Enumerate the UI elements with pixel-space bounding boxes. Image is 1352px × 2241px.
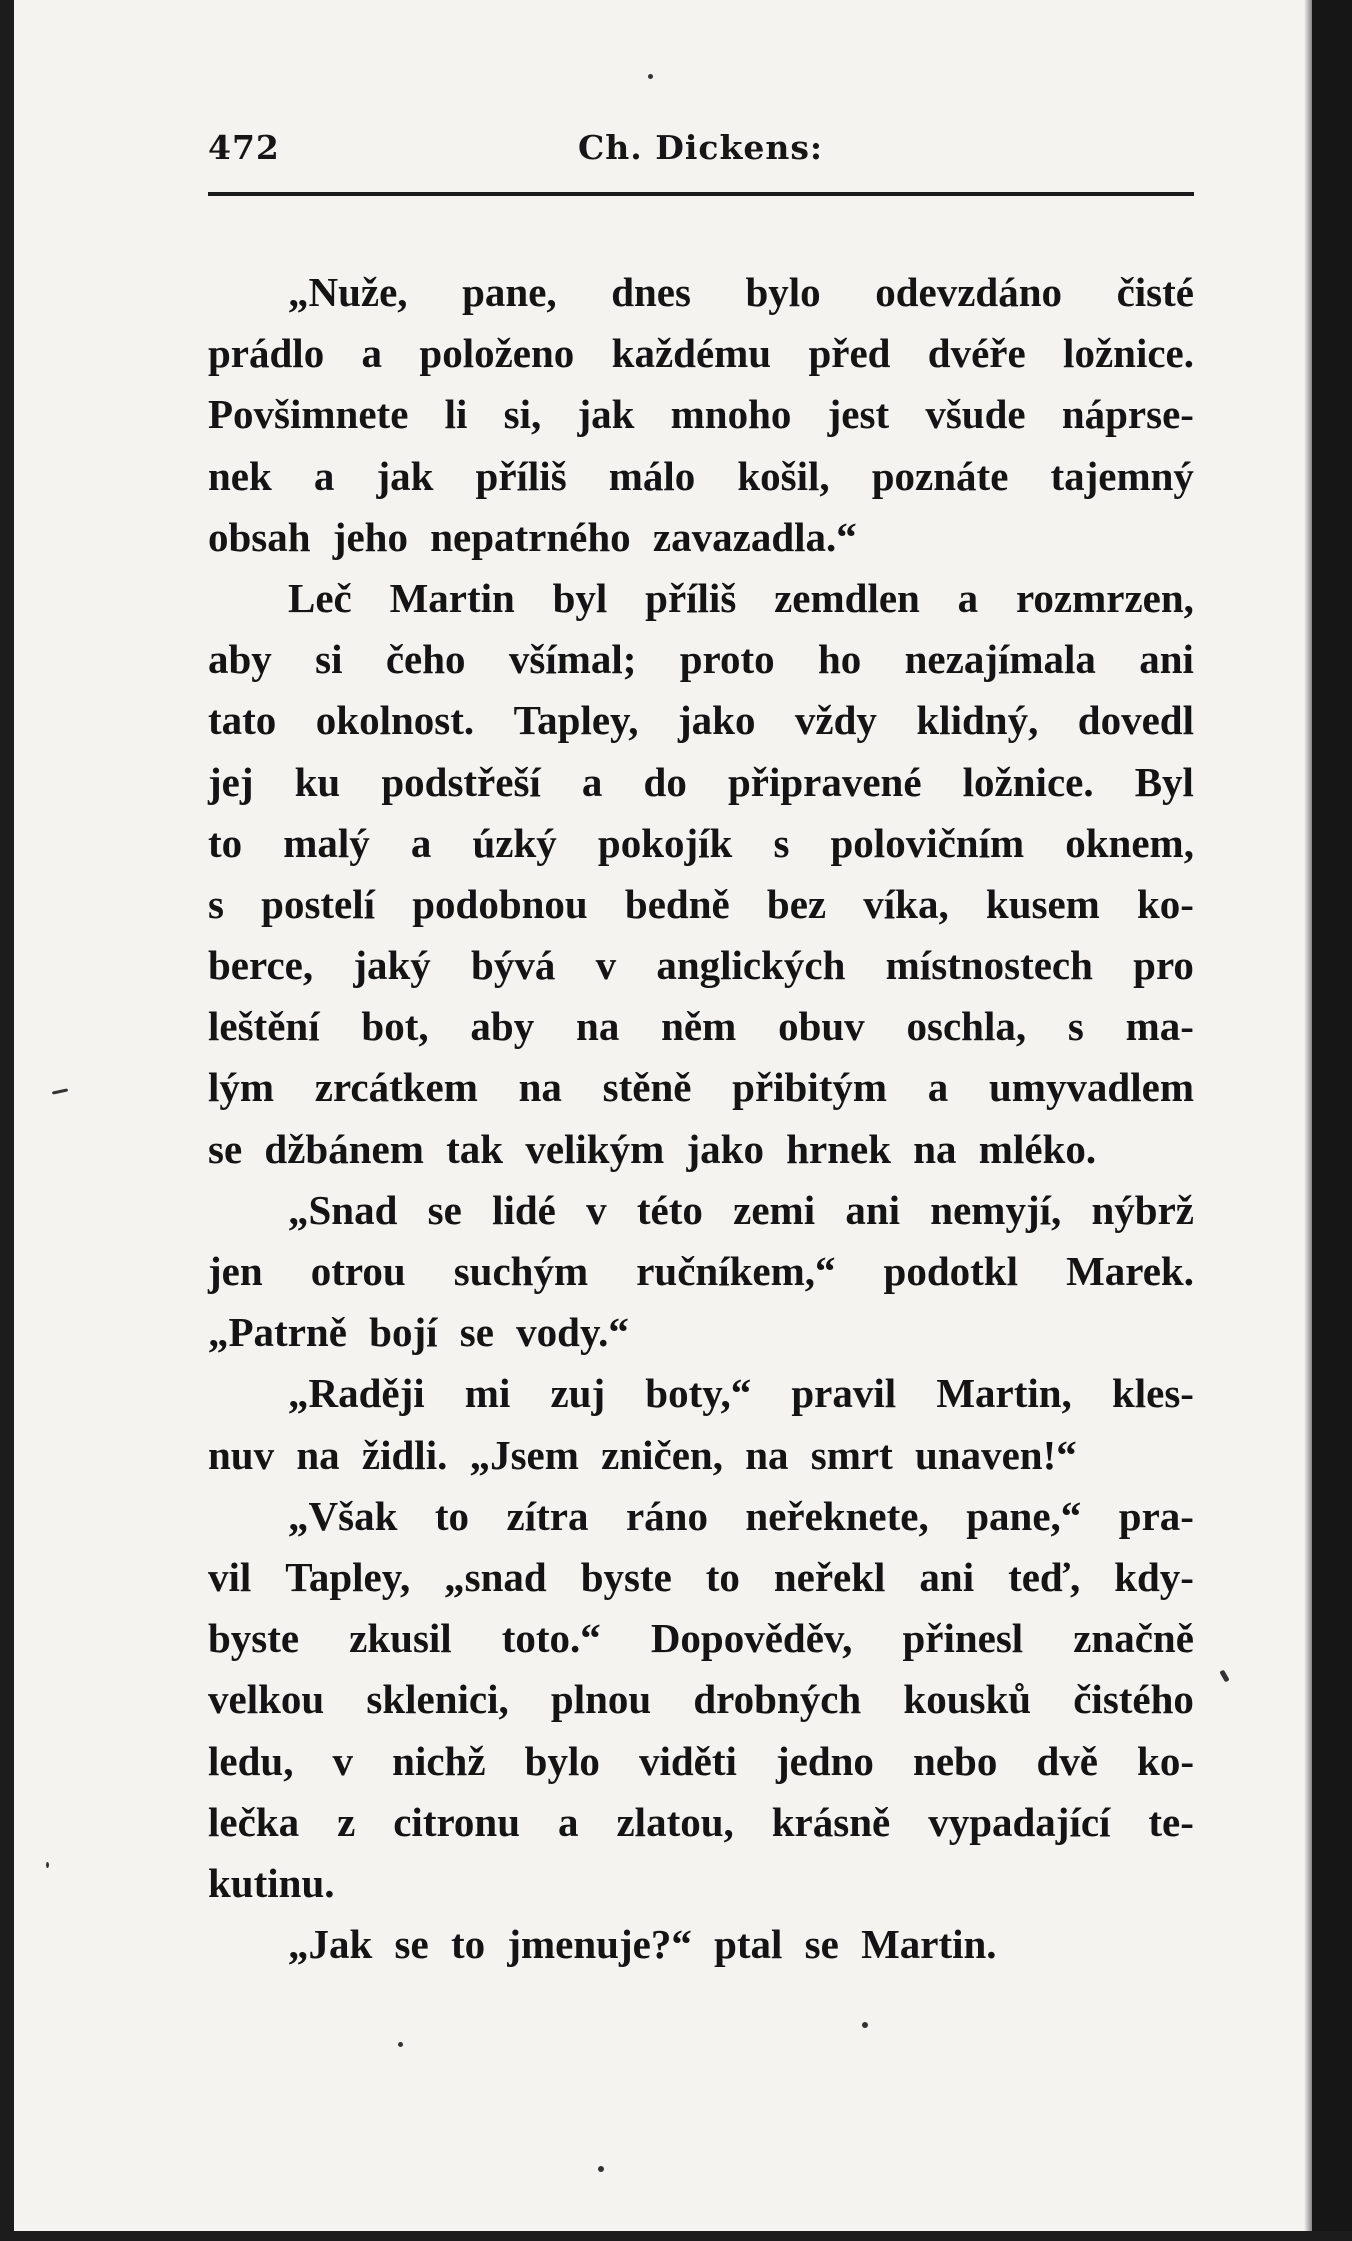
scan-speck [862, 2022, 868, 2028]
scan-speck [398, 2042, 403, 2047]
text-line: lečka z citronu a zlatou, krásně vypadající te- [208, 1798, 1194, 1845]
text-line: ledu, v nichž bylo viděti jedno nebo dvě ko- [208, 1737, 1194, 1784]
scan-edge-bottom [0, 2231, 1352, 2241]
text-line: leštění bot, aby na něm obuv oschla, s ma- [208, 1003, 1194, 1050]
scan-speck [1219, 1670, 1229, 1683]
text-line: prádlo a položeno každému před dvéře ložnice. [208, 330, 1194, 377]
text-line: „Patrně bojí se vody.“ [208, 1309, 629, 1356]
text-line: jen otrou suchým ručníkem,“ podotkl Marek. [208, 1248, 1194, 1294]
text-line: nek a jak příliš málo košil, poznáte tajemný [208, 452, 1194, 499]
scan-edge-right [1312, 0, 1352, 2241]
text-line: lým zrcátkem na stěně přibitým a umyvadlem [208, 1064, 1194, 1111]
body-text [208, 262, 1194, 1975]
text-line: byste zkusil toto.“ Dopověděv, přinesl značně [208, 1615, 1194, 1662]
text-line: berce, jaký bývá v anglických místnostech pro [208, 942, 1194, 989]
text-line: „Jak se to jmenuje?“ ptal se Martin. [288, 1921, 997, 1968]
text-line: s postelí podobnou bedně bez víka, kusem ko- [208, 880, 1194, 927]
scan-speck [46, 1862, 49, 1868]
text-line: tato okolnost. Tapley, jako vždy klidný, dovedl [208, 697, 1194, 744]
text-line: „Však to zítra ráno neřeknete, pane,“ pra- [288, 1492, 1194, 1539]
running-head-title: Ch. Dickens: [578, 128, 824, 167]
scan-speck [648, 74, 653, 79]
text-line: „Snad se lidé v této zemi ani nemyjí, nýbrž [288, 1186, 1194, 1233]
text-line: „Raději mi zuj boty,“ pravil Martin, kles- [288, 1370, 1194, 1417]
scan-speck [52, 1088, 68, 1094]
page-number: 472 [208, 128, 280, 167]
running-header [208, 128, 1194, 174]
text-line: to malý a úzký pokojík s polovičním oknem, [208, 819, 1194, 866]
text-line: kutinu. [208, 1859, 335, 1906]
text-line: nuv na židli. „Jsem zničen, na smrt unaven!“ [208, 1431, 1077, 1478]
text-line: obsah jeho nepatrného zavazadla.“ [208, 513, 857, 560]
text-line: vil Tapley, „snad byste to neřekl ani teď, kdy- [208, 1553, 1194, 1600]
text-line: aby si čeho všímal; proto ho nezajímala ani [208, 636, 1194, 683]
text-line: se džbánem tak velikým jako hrnek na mléko. [208, 1125, 1097, 1172]
text-line: Povšimnete li si, jak mnoho jest všude náprse- [208, 391, 1194, 438]
scan-speck [598, 2166, 604, 2172]
scan-edge-left [0, 0, 14, 2241]
text-line: velkou sklenici, plnou drobných kousků čistého [208, 1676, 1194, 1723]
text-line: Leč Martin byl příliš zemdlen a rozmrzen, [288, 574, 1194, 621]
header-rule [208, 192, 1194, 196]
text-line: „Nuže, pane, dnes bylo odevzdáno čisté [288, 269, 1194, 315]
text-line: jej ku podstřeší a do připravené ložnice. Byl [208, 758, 1194, 805]
